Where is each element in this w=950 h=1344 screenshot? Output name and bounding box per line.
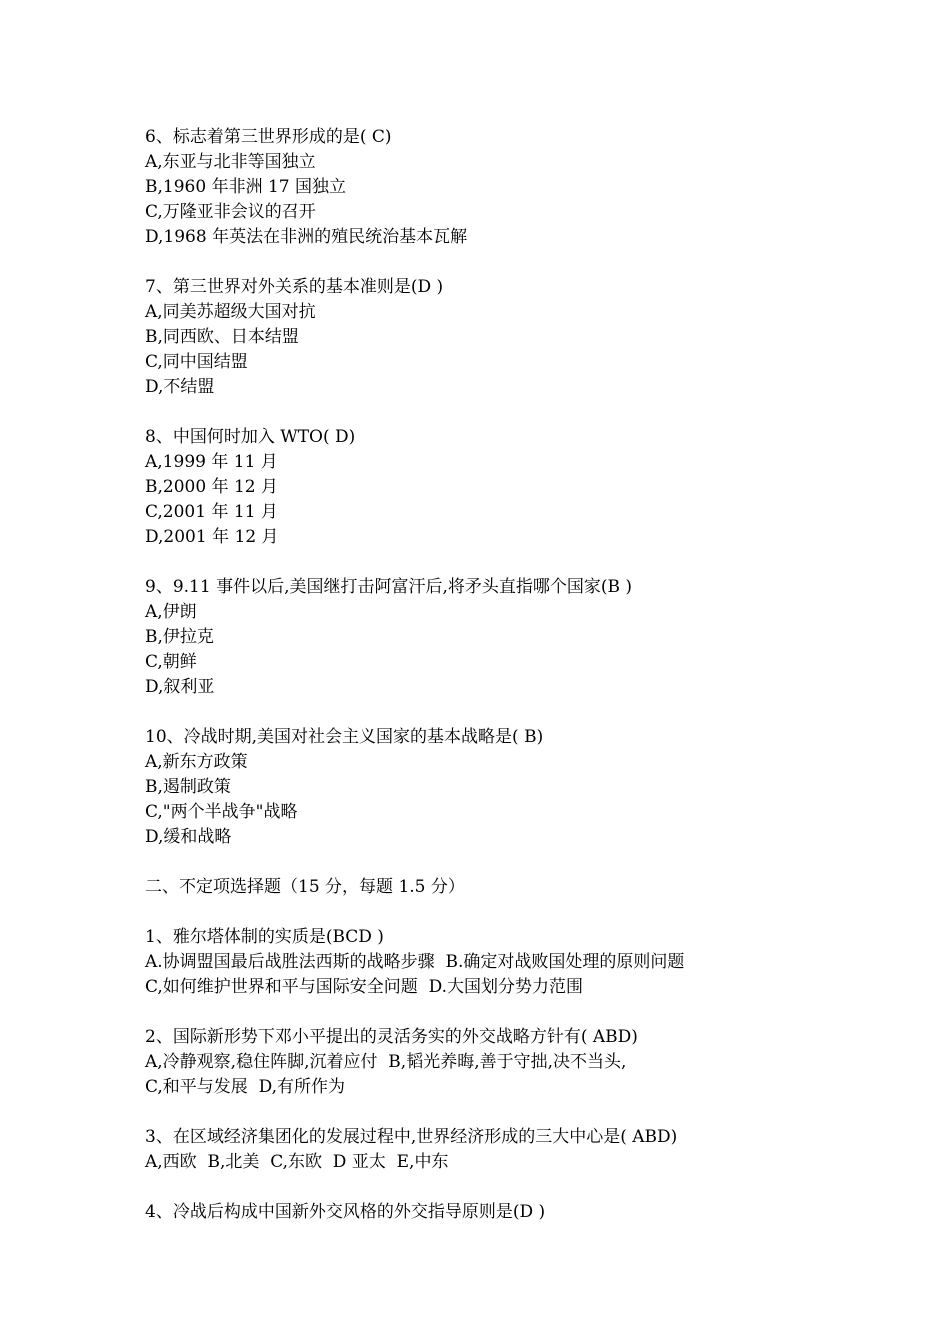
option-a: A,同美苏超级大国对抗 (145, 302, 316, 322)
multi-question-2 (145, 1025, 905, 1100)
option-a: A,东亚与北非等国独立 (145, 152, 316, 172)
multi-question-4 (145, 1200, 905, 1225)
option-b: B,1960 年非洲 17 国独立 (145, 177, 347, 197)
question-10 (145, 725, 905, 850)
question-8 (145, 425, 905, 550)
question-stem: 10、冷战时期,美国对社会主义国家的基本战略是( B) (145, 727, 544, 747)
spacer (145, 400, 905, 425)
option-c: C,同中国结盟 (145, 352, 248, 372)
options-line-2: C,和平与发展 D,有所作为 (145, 1077, 346, 1097)
section-heading: 二、不定项选择题（15 分，每题 1.5 分） (145, 877, 465, 897)
options-line-1: A,西欧 B,北美 C,东欧 D 亚太 E,中东 (145, 1152, 449, 1172)
question-stem: 2、国际新形势下邓小平提出的灵活务实的外交战略方针有( ABD) (145, 1027, 638, 1047)
option-c: C,2001 年 11 月 (145, 502, 278, 522)
question-stem: 7、第三世界对外关系的基本准则是(D ) (145, 277, 444, 297)
option-a: A,伊朗 (145, 602, 197, 622)
option-a: A,1999 年 11 月 (145, 452, 278, 472)
options-line-1: A.协调盟国最后战胜法西斯的战略步骤 B.确定对战败国处理的原则问题 (145, 952, 685, 972)
question-stem: 8、中国何时加入 WTO( D) (145, 427, 356, 447)
spacer (145, 900, 905, 925)
question-stem: 3、在区域经济集团化的发展过程中,世界经济形成的三大中心是( ABD) (145, 1127, 678, 1147)
option-b: B,遏制政策 (145, 777, 231, 797)
option-c: C,"两个半战争"战略 (145, 802, 298, 822)
options-line-2: C,如何维护世界和平与国际安全问题 D.大国划分势力范围 (145, 977, 584, 997)
question-stem: 6、标志着第三世界形成的是( C) (145, 127, 392, 147)
spacer (145, 550, 905, 575)
option-d: D,1968 年英法在非洲的殖民统治基本瓦解 (145, 227, 468, 247)
option-d: D,不结盟 (145, 377, 215, 397)
spacer (145, 1175, 905, 1200)
spacer (145, 250, 905, 275)
question-9 (145, 575, 905, 700)
option-c: C,万隆亚非会议的召开 (145, 202, 316, 222)
options-line-1: A,冷静观察,稳住阵脚,沉着应付 B,韬光养晦,善于守拙,决不当头, (145, 1052, 627, 1072)
option-b: B,同西欧、日本结盟 (145, 327, 299, 347)
spacer (145, 1100, 905, 1125)
option-d: D,叙利亚 (145, 677, 215, 697)
multi-question-1 (145, 925, 905, 1000)
spacer (145, 700, 905, 725)
option-d: D,2001 年 12 月 (145, 527, 279, 547)
option-b: B,伊拉克 (145, 627, 214, 647)
option-c: C,朝鲜 (145, 652, 197, 672)
option-b: B,2000 年 12 月 (145, 477, 279, 497)
spacer (145, 850, 905, 875)
question-stem: 9、9.11 事件以后,美国继打击阿富汗后,将矛头直指哪个国家(B ) (145, 577, 633, 597)
multi-question-3 (145, 1125, 905, 1175)
spacer (145, 1000, 905, 1025)
option-a: A,新东方政策 (145, 752, 248, 772)
question-6 (145, 125, 905, 250)
question-stem: 1、雅尔塔体制的实质是(BCD ) (145, 927, 384, 947)
document-page (145, 125, 905, 1225)
option-d: D,缓和战略 (145, 827, 232, 847)
question-stem: 4、冷战后构成中国新外交风格的外交指导原则是(D ) (145, 1202, 546, 1222)
question-7 (145, 275, 905, 400)
